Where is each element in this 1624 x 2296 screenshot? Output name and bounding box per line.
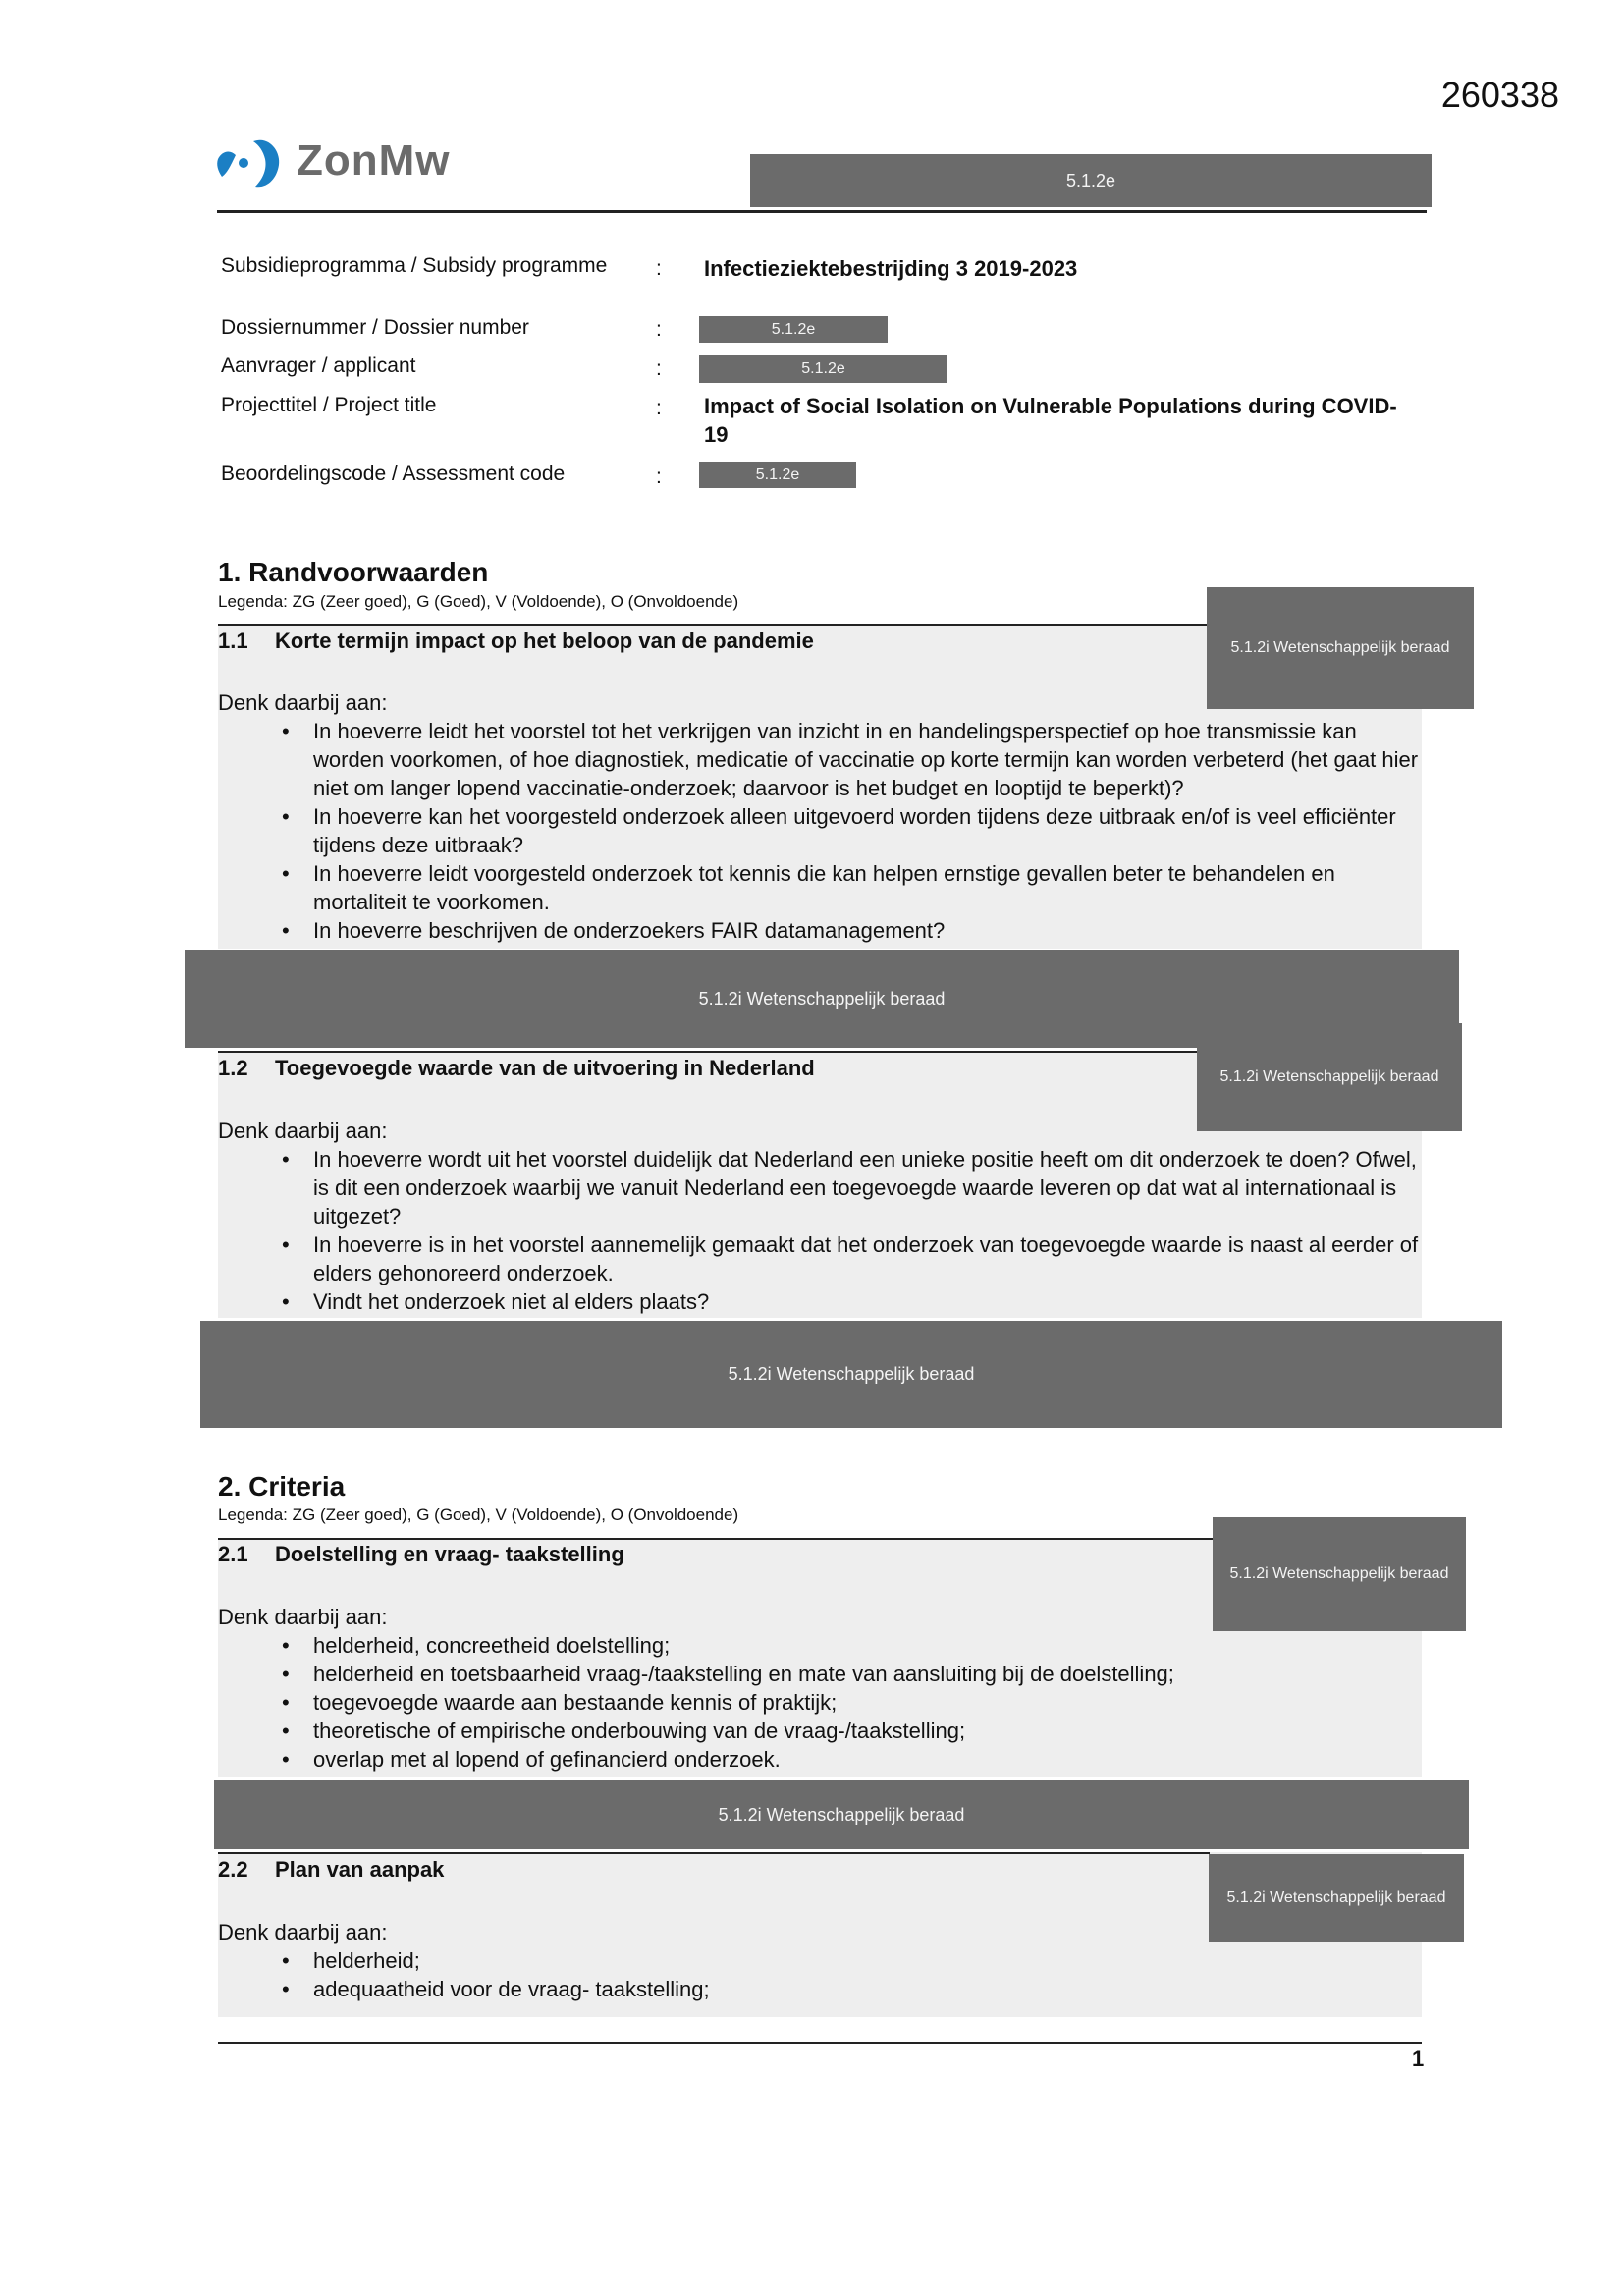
subsection-2-2-title: Plan van aanpak — [275, 1857, 445, 1882]
subsection-2-1-intro: Denk daarbij aan: — [218, 1605, 388, 1629]
redaction-1-2-score: 5.1.2i Wetenschappelijk beraad — [1197, 1023, 1462, 1131]
subsection-1-2-list — [282, 1145, 1421, 1316]
dossier-label: Dossiernummer / Dossier number — [221, 316, 529, 339]
redaction-header: 5.1.2e — [750, 154, 1432, 207]
project-value: Impact of Social Isolation on Vulnerable Populations during COVID-19 — [704, 394, 1397, 447]
section-2-legend: Legenda: ZG (Zeer goed), G (Goed), V (Voldoende), O (Onvoldoende) — [218, 1505, 739, 1524]
redaction-1-1-score: 5.1.2i Wetenschappelijk beraad — [1207, 587, 1474, 709]
subsection-2-2-list — [282, 1946, 1421, 2003]
footer-rule — [218, 2042, 1422, 2044]
list-item: • In hoeverre leidt het voorstel tot het verkrijgen van inzicht in en handelingsperspectief op hoe transmissie kan worden voorkomen, of hoe diagnostiek, medicatie of vaccinatie op korte termijn kan worden verbeterd (het gaat hier niet om langer lopend vaccinatie-onderzoek; daarvoor is het budget en looptijd te beperkt)? — [282, 717, 1421, 802]
list-item: • In hoeverre is in het voorstel aannemelijk gemaakt dat het onderzoek van toegevoegde waarde is naast al eerder of elders gehonoreerd onderzoek. — [282, 1230, 1421, 1287]
list-item: • Vindt het onderzoek niet al elders plaats? — [282, 1287, 1421, 1316]
rule-2-2 — [218, 1852, 1210, 1854]
redaction-2-2-score: 5.1.2i Wetenschappelijk beraad — [1209, 1854, 1464, 1942]
list-item: • adequaatheid voor de vraag- taakstelling; — [282, 1975, 1421, 2003]
programme-colon: : — [656, 257, 662, 280]
section-2-title: 2. Criteria — [218, 1471, 346, 1502]
zonmw-logo-icon — [214, 130, 283, 192]
redaction-dossier: 5.1.2e — [699, 316, 888, 343]
subsection-1-1-intro: Denk daarbij aan: — [218, 690, 388, 715]
subsection-1-1-list — [282, 717, 1421, 945]
subsection-1-2-title: Toegevoegde waarde van de uitvoering in Nederland — [275, 1056, 815, 1080]
page-number: 1 — [1412, 2047, 1425, 2071]
assessment-colon: : — [656, 465, 662, 488]
subsection-2-2-intro: Denk daarbij aan: — [218, 1920, 388, 1944]
redaction-applicant: 5.1.2e — [699, 355, 947, 383]
subsection-2-1-title: Doelstelling en vraag- taakstelling — [275, 1542, 624, 1566]
assessment-label: Beoordelingscode / Assessment code — [221, 463, 566, 485]
project-colon: : — [656, 397, 662, 419]
subsection-1-2-number: 1.2 — [218, 1056, 248, 1080]
subsection-1-2-intro: Denk daarbij aan: — [218, 1119, 388, 1143]
section-1-legend: Legenda: ZG (Zeer goed), G (Goed), V (Voldoende), O (Onvoldoende) — [218, 592, 739, 611]
redaction-1-1-comment: 5.1.2i Wetenschappelijk beraad — [185, 950, 1459, 1048]
list-item: • overlap met al lopend of gefinancierd onderzoek. — [282, 1745, 1421, 1774]
zonmw-logo-text: ZonMw — [297, 137, 451, 185]
redaction-2-1-score: 5.1.2i Wetenschappelijk beraad — [1213, 1517, 1466, 1631]
section-1-title: 1. Randvoorwaarden — [218, 557, 489, 587]
redaction-2-1-comment: 5.1.2i Wetenschappelijk beraad — [214, 1780, 1469, 1849]
redaction-assessment: 5.1.2e — [699, 462, 856, 488]
redaction-1-2-comment: 5.1.2i Wetenschappelijk beraad — [200, 1321, 1502, 1428]
list-item: • In hoeverre wordt uit het voorstel duidelijk dat Nederland een unieke positie heeft om dit onderzoek te doen? Ofwel, is dit een onderzoek waarbij we vanuit Nederland een toegevoegde waarde leveren op dat wat al internationaal is uitgezet? — [282, 1145, 1421, 1230]
list-item: • toegevoegde waarde aan bestaande kennis of praktijk; — [282, 1688, 1421, 1717]
document-number: 260338 — [1440, 75, 1559, 115]
list-item: • helderheid, concreetheid doelstelling; — [282, 1631, 1421, 1660]
list-item: • In hoeverre kan het voorgesteld onderzoek alleen uitgevoerd worden tijdens deze uitbraak en/of is veel efficiënter tijdens deze uitbraak? — [282, 802, 1421, 859]
subsection-1-1-title: Korte termijn impact op het beloop van de pandemie — [275, 629, 814, 653]
subsection-2-1-number: 2.1 — [218, 1542, 248, 1566]
programme-value: Infectieziektebestrijding 3 2019-2023 — [704, 256, 1078, 281]
list-item: • helderheid en toetsbaarheid vraag-/taakstelling en mate van aansluiting bij de doelstelling; — [282, 1660, 1421, 1688]
header-rule — [217, 210, 1427, 213]
rule-2-1 — [218, 1538, 1214, 1540]
programme-label: Subsidieprogramma / Subsidy programme — [221, 254, 608, 277]
zonmw-logo — [214, 130, 451, 192]
applicant-colon: : — [656, 357, 662, 380]
applicant-label: Aanvrager / applicant — [221, 355, 416, 377]
subsection-1-1-number: 1.1 — [218, 629, 248, 653]
rule-1-1 — [218, 624, 1208, 626]
subsection-2-2-number: 2.2 — [218, 1857, 248, 1882]
list-item: • In hoeverre beschrijven de onderzoekers FAIR datamanagement? — [282, 916, 1421, 945]
list-item: • In hoeverre leidt voorgesteld onderzoek tot kennis die kan helpen ernstige gevallen beter te behandelen en mortaliteit te voorkomen. — [282, 859, 1421, 916]
subsection-2-1-list — [282, 1631, 1421, 1774]
list-item: • helderheid; — [282, 1946, 1421, 1975]
project-label: Projecttitel / Project title — [221, 394, 437, 416]
dossier-colon: : — [656, 318, 662, 341]
list-item: • theoretische of empirische onderbouwing van de vraag-/taakstelling; — [282, 1717, 1421, 1745]
rule-1-2 — [218, 1051, 1198, 1053]
